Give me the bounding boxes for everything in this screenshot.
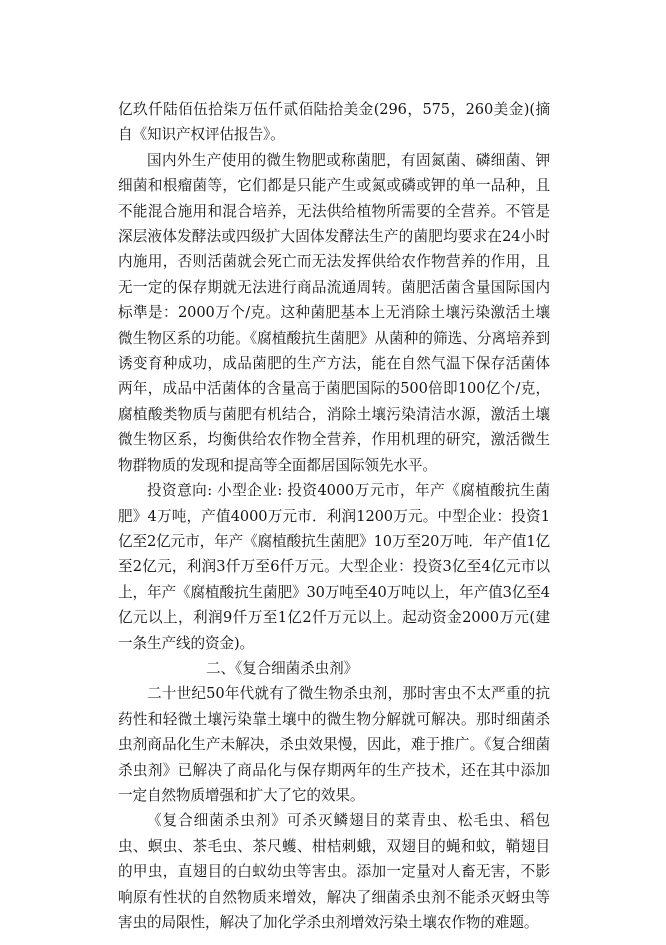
paragraph-investment: 投资意向: 小型企业: 投资4000万元市，年产《腐植酸抗生菌肥》4万吨，产值4000万元市．利润1200万元。中型企业：投资1亿至2亿元市，年产《腐植酸抗生菌肥》10万至20万吨．年产值1亿至2亿元，利润3仟万至6仟万元。大型企业：投资3亿至4亿元市以上，年产《腐植酸抗生菌肥》30万吨至40万吨以上，年产值3亿至4亿元以上，利润9仟万至1亿2仟万元以上。起动资金2000万元(建一条生产线的资金)。 <box>118 482 550 652</box>
paragraph-continuation: 亿玖仟陆佰伍拾柒万伍仟贰佰陆拾美金(296，575，260美金)(摘自《知识产权评估报告》。 <box>118 101 550 144</box>
paragraph-insecticide-history: 二十世纪50年代就有了微生物杀虫剂，那时害虫不太严重的抗药性和轻微土壤污染靠土壤中的微生物分解就可解决。那时细菌杀虫剂商品化生产未解决，杀虫效果慢，因此，难于推广。《复合细菌杀虫剂》已解决了商品化与保存期两年的生产技术，还在其中添加一定自然物质增强和扩大了它的效果。 <box>118 685 550 804</box>
paragraph-microbial-fertilizer: 国内外生产使用的微生物肥或称菌肥，有固氮菌、磷细菌、钾细菌和根瘤菌等，它们都是只能产生或氮或磷或钾的单一品种，且不能混合施用和混合培养，无法供给植物所需要的全营养。不管是深层液体发酵法或四级扩大固体发酵法生产的菌肥均要求在24小时内施用，否则活菌就会死亡而无法发挥供给农作物营养的作用，且无一定的保存期就无法进行商品流通周转。菌肥活菌含量国际国内标準是：2000万个/克。这种菌肥基本上无消除土壤污染激活土壤微生物区系的功能。《腐植酸抗生菌肥》从菌种的筛选、分离培养到诱变育种成功，成品菌肥的生产方法，能在自然气温下保存活菌体两年，成品中活菌体的含量高于菌肥国际的500倍即100亿个/克，腐植酸类物质与菌肥有机结合，消除土壤污染清洁水源，激活土壤微生物区系，均衡供给农作物全营养，作用机理的研究，激活微生物群物质的发现和提高等全面都居国际领先水平。 <box>118 151 550 474</box>
document-body <box>118 97 550 935</box>
paragraph-insecticide-targets: 《复合细菌杀虫剂》可杀灭鳞翅目的菜青虫、松毛虫、稻包虫、螟虫、茶毛虫、茶尺蠖、柑桔刺蛾，双翅目的蝇和蚊，鞘翅目的甲虫，直翅目的白蚁幼虫等害虫。添加一定量对人畜无害，不影响原有性状的自然物质来增效，解决了细菌杀虫剂不能杀灭蚜虫等害虫的局限性，解决了加化学杀虫剂增效污染土壤农作物的难题。 <box>118 812 550 931</box>
section-heading: 二、《复合细菌杀虫剂》 <box>206 659 359 677</box>
